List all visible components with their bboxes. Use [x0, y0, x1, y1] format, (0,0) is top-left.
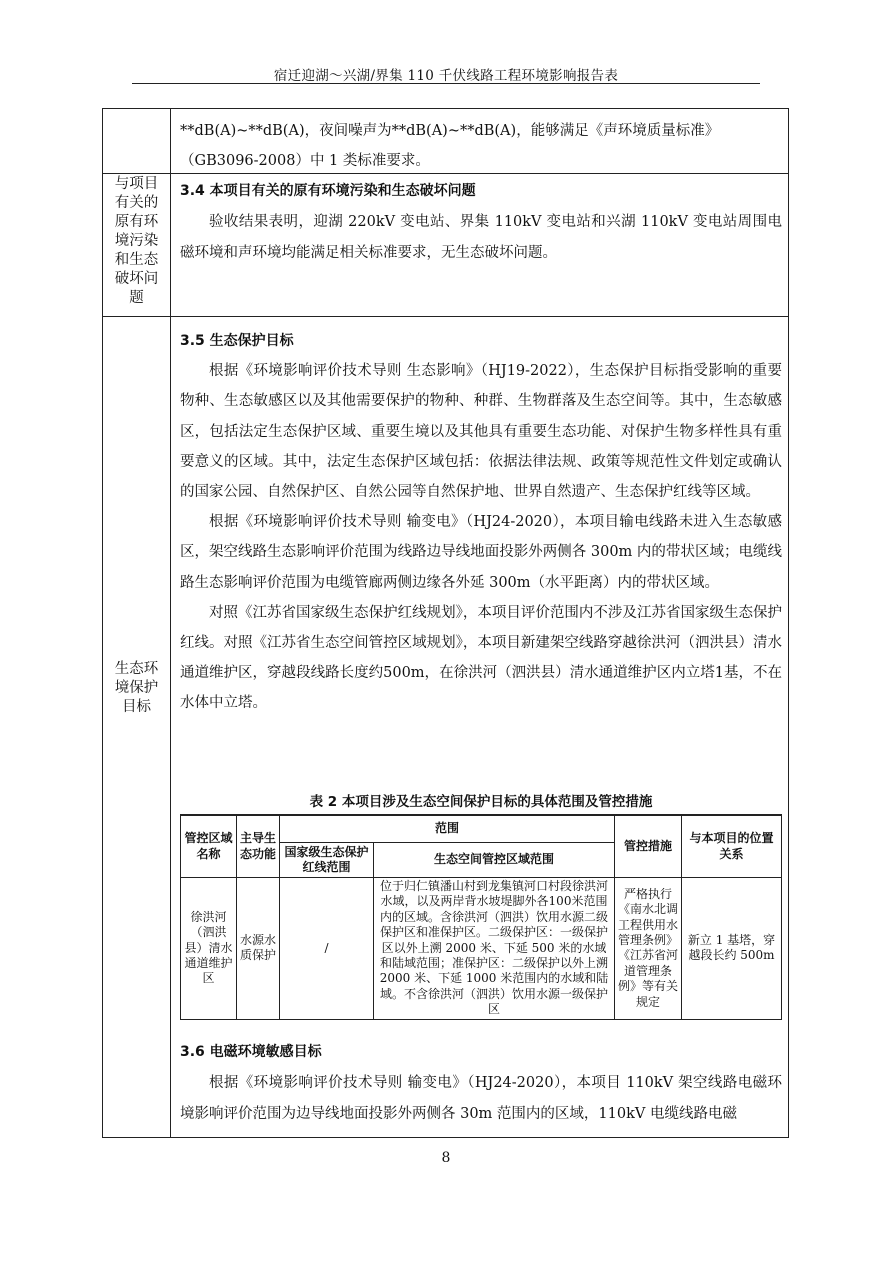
th-measures: 管控措施: [615, 815, 682, 878]
table-caption: 表 2 本项目涉及生态空间保护目标的具体范围及管控措施: [309, 794, 653, 810]
row3-label: [103, 660, 170, 717]
row-divider-2: [102, 316, 789, 317]
th-national-redline: 国家级生态保护红线范围: [280, 843, 374, 878]
th-main-function: 主导生态功能: [237, 815, 280, 878]
section-heading-3-6: 3.6 电磁环境敏感目标: [180, 1044, 322, 1060]
cell-relation: 新立 1 基塔，穿越段长约 500m: [682, 878, 782, 1020]
paragraph-eco-definition: 根据《环境影响评价技术导则 生态影响》（HJ19-2022），生态保护目标指受影响的重要物种、生态敏感区以及其他需要保护的物种、种群、生物群落及生态空间等。其中，生态敏感区，包括法定生态保护区域、重要生境以及其他具有重要生态功能、对保护生物多样性具有重要意义的区域。其中，法定生态保护区域包括：依据法律法规、政策等规范性文件划定或确认的国家公园、自然保护区、自然公园等自然保护地、世界自然遗产、生态保护红线等区域。: [180, 363, 782, 501]
noise-text-line2: （GB3096-2008）中 1 类标准要求。: [180, 153, 430, 169]
table-row: [181, 878, 782, 1020]
noise-text-line1: **dB(A)~**dB(A)，夜间噪声为**dB(A)~**dB(A)，能够满足《声环境质量标准》: [180, 123, 720, 139]
page-number: 8: [441, 1150, 451, 1166]
header-rule: [132, 83, 760, 84]
row1-content: [180, 116, 782, 176]
label-line: 题: [129, 290, 144, 306]
label-line: 目标: [122, 699, 151, 715]
label-line: 生态环: [114, 661, 159, 677]
label-line: 境污染: [114, 233, 159, 249]
row2-label: [103, 175, 170, 308]
label-line: 和生态: [114, 252, 159, 268]
cell-measures: 严格执行《南水北调工程供用水管理条例》《江苏省河道管理条例》等有关规定: [615, 878, 682, 1020]
label-line: 原有环: [114, 214, 159, 230]
cell-area-name: 徐洪河（泗洪县）清水通道维护区: [181, 878, 237, 1020]
th-relation: 与本项目的位置关系: [682, 815, 782, 878]
row3-content: [180, 326, 782, 719]
label-line: 与项目: [114, 176, 159, 192]
th-area-name: 管控区域名称: [181, 815, 237, 878]
label-line: 有关的: [114, 195, 159, 211]
row2-content: [180, 176, 782, 269]
th-space-range: 生态空间管控区域范围: [374, 843, 615, 878]
th-range: 范围: [280, 815, 615, 843]
label-line: 破坏问: [114, 271, 159, 287]
cell-space-range: 位于归仁镇潘山村到龙集镇河口村段徐洪河水域，以及两岸背水坡堤脚外各100米范围内的区域。含徐洪河（泗洪）饮用水源二级保护区和准保护区。二级保护区：一级保护区以外上溯 2000 米、下延 500 米的水域和陆域范围；准保护区：二级保护以外上溯 2000 米、下延 1000 米范围内的水域和陆域。不含徐洪河（泗洪）饮用水源一级保护区: [374, 878, 615, 1020]
section-heading-3-5: 3.5 生态保护目标: [180, 333, 294, 349]
paragraph-redline: 对照《江苏省国家级生态保护红线规划》，本项目评价范围内不涉及江苏省国家级生态保护红线。对照《江苏省生态空间管控区域规划》，本项目新建架空线路穿越徐洪河（泗洪县）清水通道维护区，穿越段线路长度约500m，在徐洪河（泗洪县）清水通道维护区内立塔1基，不在水体中立塔。: [180, 604, 782, 712]
eco-space-table: [180, 814, 782, 1020]
document-header: 宿迁迎湖～兴湖/界集 110 千伏线路工程环境影响报告表: [273, 68, 619, 84]
label-line: 境保护: [114, 680, 159, 696]
cell-main-function: 水源水质保护: [237, 878, 280, 1020]
row3-content-tail: [180, 1037, 782, 1130]
paragraph-acceptance: 验收结果表明，迎湖 220kV 变电站、界集 110kV 变电站和兴湖 110kV 变电站周围电磁环境和声环境均能满足相关标准要求，无生态破坏问题。: [180, 214, 782, 261]
cell-national-redline: /: [280, 878, 374, 1020]
section-heading-3-4: 3.4 本项目有关的原有环境污染和生态破坏问题: [180, 183, 476, 199]
paragraph-em-scope: 根据《环境影响评价技术导则 输变电》（HJ24-2020），本项目 110kV 架空线路电磁环境影响评价范围为边导线地面投影外两侧各 30m 范围内的区域，110kV 电缆线路电磁: [180, 1075, 782, 1122]
column-divider: [170, 108, 171, 1138]
paragraph-eco-scope: 根据《环境影响评价技术导则 输变电》（HJ24-2020），本项目输电线路未进入生态敏感区，架空线路生态影响评价范围为线路边导线地面投影外两侧各 300m 内的带状区域；电缆线路生态影响评价范围为电缆管廊两侧边缘各外延 300m（水平距离）内的带状区域。: [180, 514, 782, 591]
